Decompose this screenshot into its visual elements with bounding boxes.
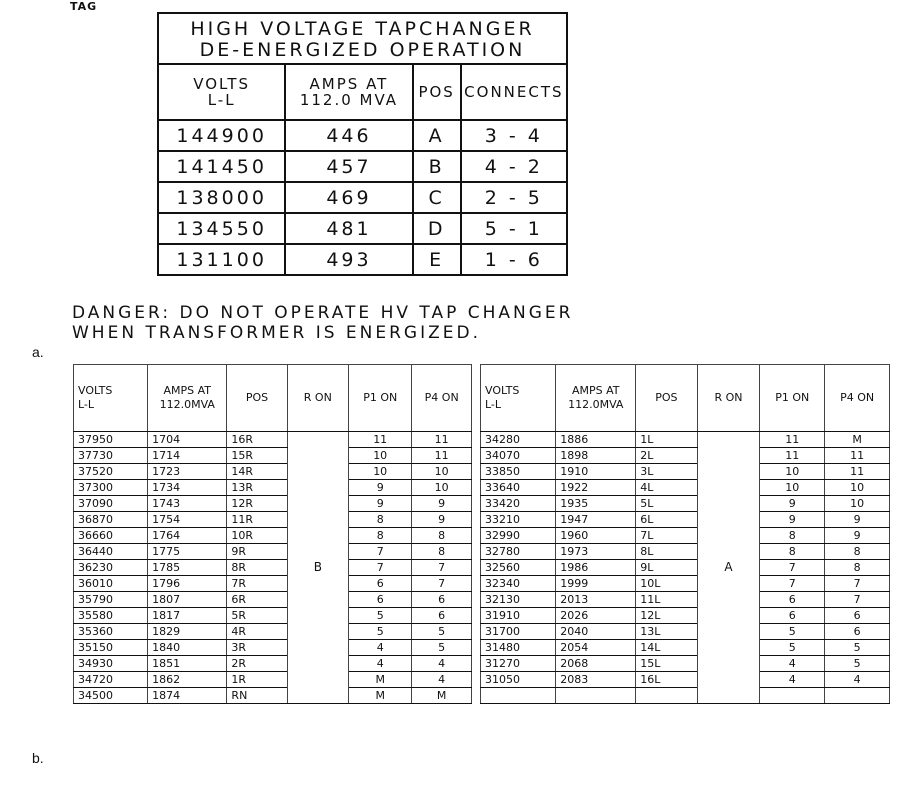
table-a-header-cell	[461, 64, 567, 120]
amps-cell: 1986	[556, 560, 636, 576]
p1-on-cell: 11	[760, 448, 825, 464]
p1-on-cell: 7	[349, 560, 412, 576]
p1-on-cell: 4	[349, 640, 412, 656]
volts-cell: 33640	[481, 480, 556, 496]
amps-cell: 1734	[148, 480, 227, 496]
volts-cell: 37300	[74, 480, 148, 496]
pos-cell: 11L	[636, 592, 697, 608]
amps-cell: 1851	[148, 656, 227, 672]
table-row	[481, 640, 890, 656]
table-cell: C	[413, 182, 461, 213]
volts-cell: 35150	[74, 640, 148, 656]
table-row	[481, 624, 890, 640]
p4-on-cell: 6	[825, 608, 890, 624]
amps-cell: 1999	[556, 576, 636, 592]
amps-cell: 1960	[556, 528, 636, 544]
p4-on-cell	[825, 688, 890, 704]
p4-on-cell: 4	[412, 656, 472, 672]
header-line-1: VOLTS	[193, 75, 251, 93]
volts-cell: 32130	[481, 592, 556, 608]
p4-on-cell: 10	[825, 496, 890, 512]
volts-cell: 36010	[74, 576, 148, 592]
tap-right-header-cell	[697, 365, 760, 432]
pos-cell: 1R	[227, 672, 287, 688]
tap-left-header-cell	[227, 365, 287, 432]
table-row	[74, 464, 472, 480]
p4-on-cell: 7	[825, 576, 890, 592]
pos-cell: 9L	[636, 560, 697, 576]
table-a-title	[158, 13, 567, 64]
amps-cell: 1754	[148, 512, 227, 528]
table-cell: 457	[285, 151, 412, 182]
p1-on-cell: 5	[760, 640, 825, 656]
table-a-header-cell	[158, 64, 285, 120]
table-row	[158, 244, 567, 275]
table-cell: 144900	[158, 120, 285, 151]
volts-cell: 35580	[74, 608, 148, 624]
pos-cell	[636, 688, 697, 704]
r-on-cell: B	[287, 432, 348, 704]
danger-line-1: DANGER: DO NOT OPERATE HV TAP CHANGER	[72, 303, 574, 323]
p4-on-cell: 10	[412, 464, 472, 480]
amps-cell: 1910	[556, 464, 636, 480]
table-cell: E	[413, 244, 461, 275]
header-line-1: P4 ON	[840, 391, 875, 404]
p4-on-cell: 5	[825, 640, 890, 656]
label-a: a.	[32, 344, 44, 360]
table-row	[74, 560, 472, 576]
header-line-1: P1 ON	[775, 391, 810, 404]
header-line-1: AMPS AT	[309, 75, 389, 93]
volts-cell: 35360	[74, 624, 148, 640]
p1-on-cell: M	[349, 688, 412, 704]
header-line-2: L-L	[78, 398, 95, 411]
volts-cell: 37090	[74, 496, 148, 512]
p1-on-cell: 5	[349, 608, 412, 624]
table-a-header-cell	[413, 64, 461, 120]
volts-cell: 32990	[481, 528, 556, 544]
pos-cell: 15L	[636, 656, 697, 672]
p1-on-cell: M	[349, 672, 412, 688]
volts-cell	[481, 688, 556, 704]
volts-cell: 34930	[74, 656, 148, 672]
pos-cell: 6L	[636, 512, 697, 528]
table-cell: 2 - 5	[461, 182, 567, 213]
p1-on-cell: 9	[760, 512, 825, 528]
volts-cell: 37950	[74, 432, 148, 448]
table-row	[158, 120, 567, 151]
p1-on-cell: 7	[349, 544, 412, 560]
amps-cell: 1723	[148, 464, 227, 480]
volts-cell: 33420	[481, 496, 556, 512]
p4-on-cell: 7	[412, 576, 472, 592]
table-row	[481, 512, 890, 528]
pos-cell: 10R	[227, 528, 287, 544]
table-row	[481, 576, 890, 592]
amps-cell: 1796	[148, 576, 227, 592]
pos-cell: 11R	[227, 512, 287, 528]
p1-on-cell: 9	[760, 496, 825, 512]
amps-cell	[556, 688, 636, 704]
amps-cell: 1898	[556, 448, 636, 464]
hv-tapchanger-table	[157, 12, 568, 276]
table-row	[74, 656, 472, 672]
volts-cell: 33850	[481, 464, 556, 480]
p4-on-cell: 8	[825, 560, 890, 576]
pos-cell: 4R	[227, 624, 287, 640]
table-cell: D	[413, 213, 461, 244]
header-line-1: AMPS AT	[572, 384, 620, 397]
p1-on-cell: 10	[760, 480, 825, 496]
tap-left-header-cell	[412, 365, 472, 432]
header-line-1: POS	[655, 391, 678, 404]
tap-table-left-header	[74, 365, 472, 432]
p1-on-cell: 8	[760, 544, 825, 560]
tap-left-header-cell	[74, 365, 148, 432]
amps-cell: 2054	[556, 640, 636, 656]
amps-cell: 2083	[556, 672, 636, 688]
table-cell: 493	[285, 244, 412, 275]
header-line-2: L-L	[207, 91, 236, 109]
amps-cell: 1714	[148, 448, 227, 464]
label-b: b.	[32, 750, 44, 766]
table-cell: 138000	[158, 182, 285, 213]
p1-on-cell: 10	[349, 448, 412, 464]
table-row	[74, 544, 472, 560]
p4-on-cell: 4	[825, 672, 890, 688]
p4-on-cell: 5	[825, 656, 890, 672]
r-on-cell: A	[697, 432, 760, 704]
table-row	[74, 688, 472, 704]
table-row	[74, 496, 472, 512]
amps-cell: 1874	[148, 688, 227, 704]
volts-cell: 34280	[481, 432, 556, 448]
header-line-1: R ON	[714, 391, 743, 404]
volts-cell: 31270	[481, 656, 556, 672]
tap-table-right-body	[481, 432, 890, 704]
amps-cell: 1947	[556, 512, 636, 528]
header-line-1: P4 ON	[424, 391, 459, 404]
amps-cell: 1704	[148, 432, 227, 448]
amps-cell: 1743	[148, 496, 227, 512]
p1-on-cell: 4	[760, 672, 825, 688]
p1-on-cell: 6	[349, 576, 412, 592]
pos-cell: 7L	[636, 528, 697, 544]
p1-on-cell	[760, 688, 825, 704]
p4-on-cell: 10	[412, 480, 472, 496]
table-row	[74, 640, 472, 656]
tap-left-header-cell	[148, 365, 227, 432]
volts-cell: 31050	[481, 672, 556, 688]
amps-cell: 1840	[148, 640, 227, 656]
p4-on-cell: M	[412, 688, 472, 704]
p4-on-cell: 9	[825, 528, 890, 544]
table-cell: 131100	[158, 244, 285, 275]
p1-on-cell: 4	[760, 656, 825, 672]
p4-on-cell: 8	[825, 544, 890, 560]
p4-on-cell: 10	[825, 480, 890, 496]
table-row	[481, 672, 890, 688]
p4-on-cell: 5	[412, 624, 472, 640]
table-cell: 3 - 4	[461, 120, 567, 151]
tap-table-left-body	[74, 432, 472, 704]
table-row	[481, 528, 890, 544]
volts-cell: 37520	[74, 464, 148, 480]
table-cell: 5 - 1	[461, 213, 567, 244]
p1-on-cell: 11	[349, 432, 412, 448]
header-line-2: 112.0MVA	[568, 398, 624, 411]
tap-right-header-cell	[825, 365, 890, 432]
p4-on-cell: 11	[412, 448, 472, 464]
p1-on-cell: 8	[349, 528, 412, 544]
p1-on-cell: 6	[760, 592, 825, 608]
header-line-1: VOLTS	[485, 384, 520, 397]
amps-cell: 1922	[556, 480, 636, 496]
p1-on-cell: 8	[349, 512, 412, 528]
danger-warning	[72, 303, 573, 343]
volts-cell: 36440	[74, 544, 148, 560]
table-row	[481, 464, 890, 480]
table-cell: 1 - 6	[461, 244, 567, 275]
cropped-top-text: TAG	[70, 0, 98, 13]
amps-cell: 1764	[148, 528, 227, 544]
p4-on-cell: 6	[412, 608, 472, 624]
pos-cell: 14R	[227, 464, 287, 480]
table-a-header-cell	[285, 64, 412, 120]
table-row	[74, 528, 472, 544]
table-cell: 469	[285, 182, 412, 213]
header-line-2: 112.0MVA	[159, 398, 215, 411]
pos-cell: 10L	[636, 576, 697, 592]
amps-cell: 1807	[148, 592, 227, 608]
title-line-2: DE-ENERGIZED OPERATION	[199, 39, 526, 61]
amps-cell: 1862	[148, 672, 227, 688]
table-cell: 134550	[158, 213, 285, 244]
p1-on-cell: 6	[760, 608, 825, 624]
p1-on-cell: 7	[760, 576, 825, 592]
volts-cell: 32780	[481, 544, 556, 560]
p1-on-cell: 4	[349, 656, 412, 672]
pos-cell: 12R	[227, 496, 287, 512]
p4-on-cell: 6	[825, 624, 890, 640]
table-cell: 481	[285, 213, 412, 244]
table-cell: 141450	[158, 151, 285, 182]
volts-cell: 34720	[74, 672, 148, 688]
table-row	[74, 448, 472, 464]
volts-cell: 32560	[481, 560, 556, 576]
volts-cell: 31910	[481, 608, 556, 624]
amps-cell: 1775	[148, 544, 227, 560]
tap-right-header-cell	[636, 365, 697, 432]
table-row	[481, 656, 890, 672]
table-cell: B	[413, 151, 461, 182]
header-line-2: L-L	[485, 398, 502, 411]
p4-on-cell: 7	[412, 560, 472, 576]
p1-on-cell: 10	[760, 464, 825, 480]
table-row	[158, 182, 567, 213]
p4-on-cell: 6	[412, 592, 472, 608]
p1-on-cell: 6	[349, 592, 412, 608]
tap-right-header-cell	[760, 365, 825, 432]
amps-cell: 2040	[556, 624, 636, 640]
pos-cell: 5L	[636, 496, 697, 512]
pos-cell: 4L	[636, 480, 697, 496]
p4-on-cell: 4	[412, 672, 472, 688]
table-row	[481, 688, 890, 704]
p4-on-cell: 9	[412, 496, 472, 512]
tap-table-right	[480, 364, 890, 704]
volts-cell: 31700	[481, 624, 556, 640]
pos-cell: RN	[227, 688, 287, 704]
table-cell: 4 - 2	[461, 151, 567, 182]
tap-left-header-cell	[349, 365, 412, 432]
pos-cell: 7R	[227, 576, 287, 592]
table-row	[481, 448, 890, 464]
table-row	[158, 151, 567, 182]
pos-cell: 15R	[227, 448, 287, 464]
header-line-1: VOLTS	[78, 384, 113, 397]
pos-cell: 13L	[636, 624, 697, 640]
header-line-1: POS	[245, 391, 269, 404]
table-a-header-row	[158, 64, 567, 120]
table-row	[74, 624, 472, 640]
volts-cell: 33210	[481, 512, 556, 528]
tap-right-header-cell	[481, 365, 556, 432]
pos-cell: 16L	[636, 672, 697, 688]
table-cell: 446	[285, 120, 412, 151]
volts-cell: 35790	[74, 592, 148, 608]
volts-cell: 36870	[74, 512, 148, 528]
tap-left-header-cell	[287, 365, 348, 432]
volts-cell: 32340	[481, 576, 556, 592]
pos-cell: 9R	[227, 544, 287, 560]
header-line-1: POS	[418, 83, 455, 101]
header-line-2: 112.0 MVA	[299, 91, 399, 109]
p4-on-cell: M	[825, 432, 890, 448]
pos-cell: 3L	[636, 464, 697, 480]
p1-on-cell: 9	[349, 496, 412, 512]
amps-cell: 2068	[556, 656, 636, 672]
amps-cell: 1886	[556, 432, 636, 448]
amps-cell: 2026	[556, 608, 636, 624]
pos-cell: 16R	[227, 432, 287, 448]
header-line-1: CONNECTS	[464, 83, 564, 101]
p4-on-cell: 11	[412, 432, 472, 448]
pos-cell: 8L	[636, 544, 697, 560]
header-line-1: R ON	[303, 391, 332, 404]
amps-cell: 1829	[148, 624, 227, 640]
pos-cell: 1L	[636, 432, 697, 448]
volts-cell: 34500	[74, 688, 148, 704]
title-line-1: HIGH VOLTAGE TAPCHANGER	[190, 18, 535, 40]
volts-cell: 34070	[481, 448, 556, 464]
p4-on-cell: 5	[412, 640, 472, 656]
table-row	[74, 432, 472, 448]
table-row	[74, 512, 472, 528]
p1-on-cell: 10	[349, 464, 412, 480]
p1-on-cell: 11	[760, 432, 825, 448]
amps-cell: 1935	[556, 496, 636, 512]
p4-on-cell: 8	[412, 544, 472, 560]
table-cell: A	[413, 120, 461, 151]
p4-on-cell: 11	[825, 464, 890, 480]
tap-table-right-header	[481, 365, 890, 432]
p4-on-cell: 7	[825, 592, 890, 608]
table-row	[481, 544, 890, 560]
pos-cell: 3R	[227, 640, 287, 656]
table-row	[481, 592, 890, 608]
table-a-body	[158, 120, 567, 275]
tap-right-header-cell	[556, 365, 636, 432]
p1-on-cell: 5	[760, 624, 825, 640]
p1-on-cell: 9	[349, 480, 412, 496]
amps-cell: 1785	[148, 560, 227, 576]
pos-cell: 8R	[227, 560, 287, 576]
volts-cell: 31480	[481, 640, 556, 656]
table-row	[481, 608, 890, 624]
danger-line-2: WHEN TRANSFORMER IS ENERGIZED.	[72, 323, 481, 343]
header-line-1: P1 ON	[363, 391, 398, 404]
table-row	[74, 480, 472, 496]
volts-cell: 36660	[74, 528, 148, 544]
p1-on-cell: 7	[760, 560, 825, 576]
table-row	[481, 560, 890, 576]
table-row	[481, 432, 890, 448]
p4-on-cell: 11	[825, 448, 890, 464]
table-row	[74, 576, 472, 592]
pos-cell: 2L	[636, 448, 697, 464]
volts-cell: 36230	[74, 560, 148, 576]
pos-cell: 6R	[227, 592, 287, 608]
header-line-1: AMPS AT	[163, 384, 212, 397]
table-row	[481, 496, 890, 512]
p1-on-cell: 8	[760, 528, 825, 544]
tap-table-left	[73, 364, 472, 704]
table-row	[481, 480, 890, 496]
table-row	[74, 608, 472, 624]
pos-cell: 14L	[636, 640, 697, 656]
pos-cell: 5R	[227, 608, 287, 624]
amps-cell: 2013	[556, 592, 636, 608]
table-row	[158, 213, 567, 244]
table-row	[74, 672, 472, 688]
p4-on-cell: 9	[412, 512, 472, 528]
table-row	[74, 592, 472, 608]
p1-on-cell: 5	[349, 624, 412, 640]
pos-cell: 12L	[636, 608, 697, 624]
p4-on-cell: 9	[825, 512, 890, 528]
amps-cell: 1973	[556, 544, 636, 560]
amps-cell: 1817	[148, 608, 227, 624]
pos-cell: 2R	[227, 656, 287, 672]
volts-cell: 37730	[74, 448, 148, 464]
p4-on-cell: 8	[412, 528, 472, 544]
pos-cell: 13R	[227, 480, 287, 496]
